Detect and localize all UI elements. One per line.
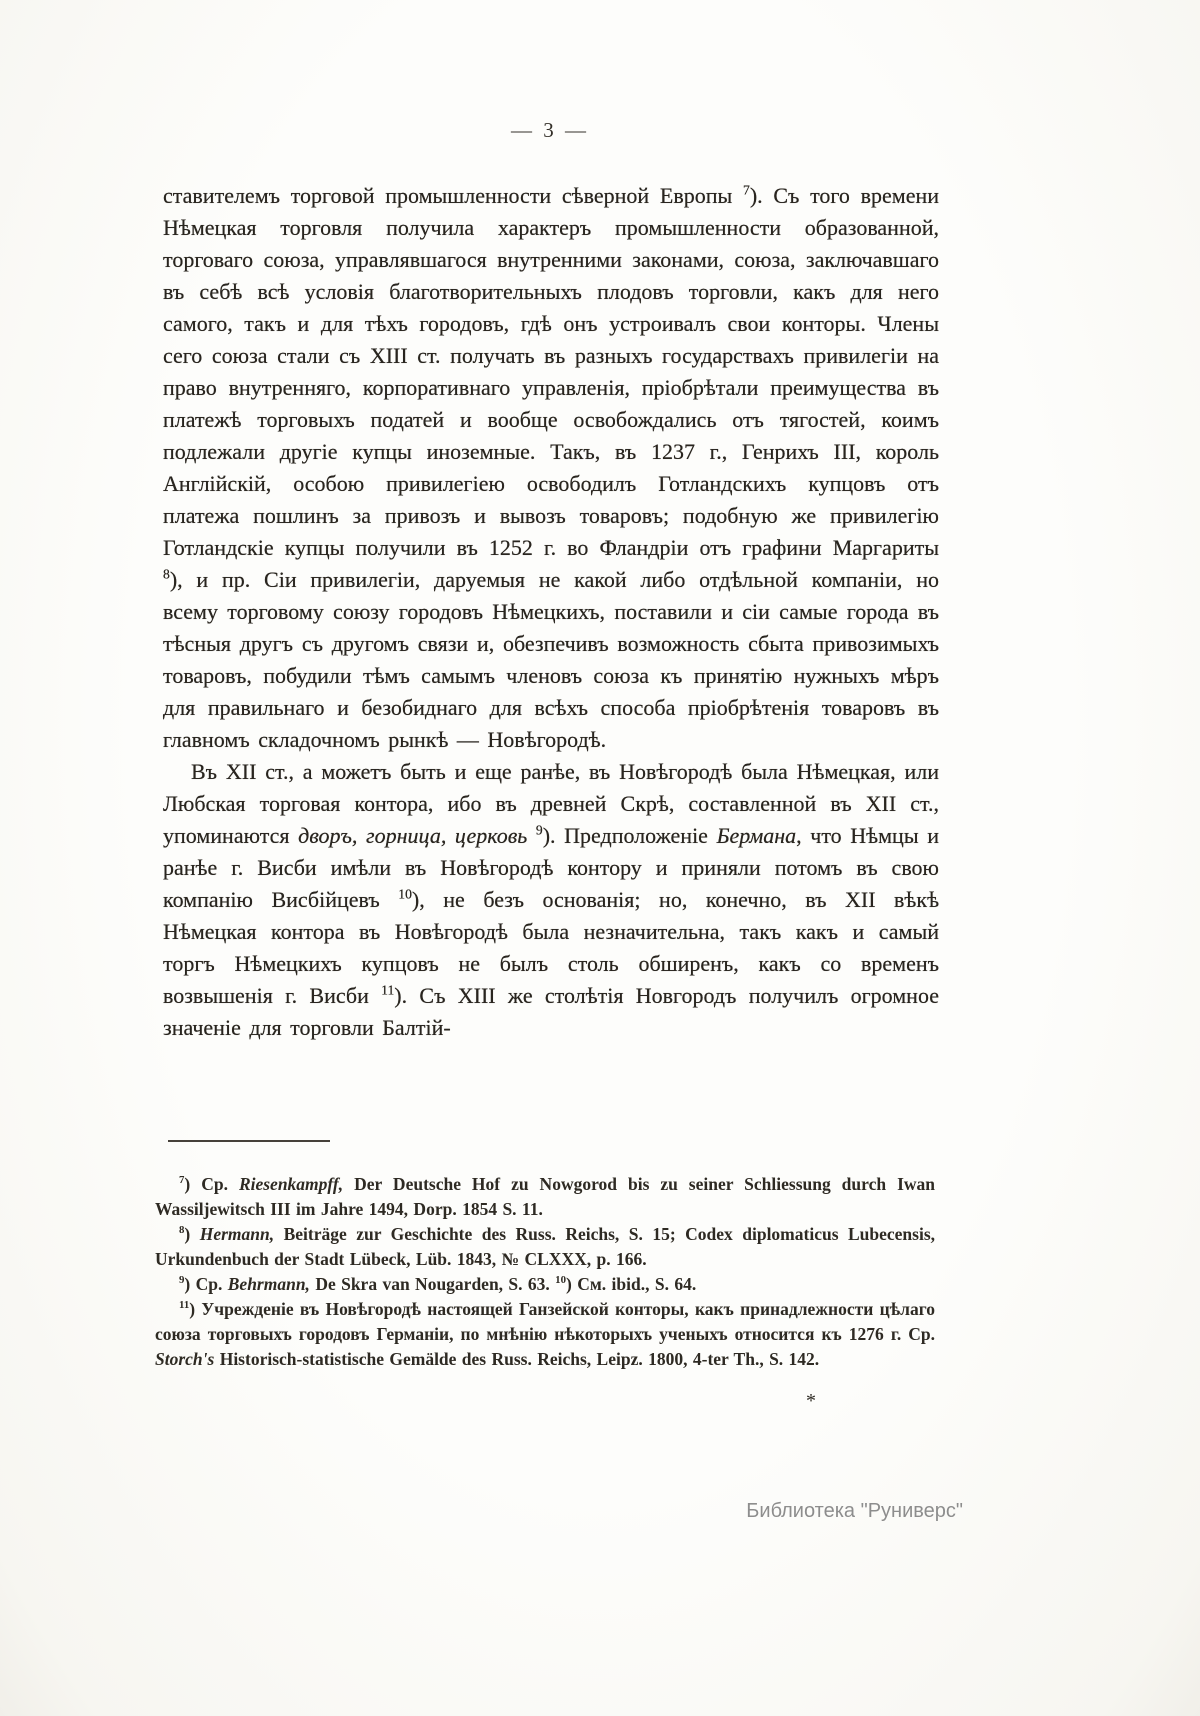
paragraph: ставителемъ торговой промышленности сѣверной Европы $^7$). Съ того времени Нѣмецкая торговля получила характеръ промышленности образованной, торговаго союза, управлявшагося внутренними законами, союза, заключавшаго въ себѣ всѣ условія благотворительныхъ плодовъ торговли, какъ для него самого, такъ и для тѣхъ городовъ, гдѣ онъ устроивалъ свои конторы. Члены сего союза стали съ XIII ст. получать въ разныхъ государствахъ привилегіи на право внутренняго, корпоративнаго управленія, пріобрѣтали преимущества въ платежѣ торговыхъ податей и вообще освобождались отъ тягостей, коимъ подлежали другіе купцы иноземные. Такъ, въ 1237 г., Генрихъ III, король Англійскій, особою привилегіею освободилъ Готландскихъ купцовъ отъ платежа пошлинъ за привозъ и вывозъ товаровъ; подобную же привилегію Готландскіе купцы получили въ 1252 г. во Фландріи отъ графини Маргариты $^8$), и пр. Сіи привилегіи, даруемыя не какой либо отдѣльной компаніи, но всему торговому союзу городовъ Нѣмецкихъ, поставили и сіи самые города въ тѣсныя другъ съ другомъ связи и, обезпечивъ возможность сбыта привозимыхъ товаровъ, побудили тѣмъ самымъ членовъ союза къ принятію нужныхъ мѣръ для правильнаго и безобиднаго для всѣхъ способа пріобрѣтенія товаровъ въ главномъ складочномъ рынкѣ — Новѣгородѣ. — [163, 182, 940, 752]
footnote: $^9$) Ср. Behrmann, De Skra van Nougarden, S. 63. $^{10}$) См. ibid., S. 64. — [179, 1274, 697, 1294]
asterisk-mark: * — [806, 1390, 816, 1412]
page-number: — 3 — — [511, 118, 589, 142]
footnotes-section — [155, 1172, 935, 1372]
footnote: $^7$) Ср. Riesenkampff, Der Deutsche Hof zu Nowgorod bis zu seiner Schliessung durch Iwan Wassiljewitsch III im Jahre 1494, Dorp. 1854 S. 11. — [155, 1174, 935, 1219]
footnote: $^8$) Hermann, Beiträge zur Geschichte des Russ. Reichs, S. 15; Codex diplomaticus Lubecensis, Urkundenbuch der Stadt Lübeck, Lüb. 1843, № CLXXX, p. 166. — [155, 1224, 935, 1269]
body-text — [163, 180, 939, 1044]
footnote: $^{11}$) Учрежденіе въ Новѣгородѣ настоящей Ганзейской конторы, какъ принадлежности цѣлаго союза торговыхъ городовъ Германіи, по мнѣнію нѣкоторыхъ ученыхъ относится къ 1276 г. Ср. Storch's Historisch-statistische Gemälde des Russ. Reichs, Leipz. 1800, 4-ter Th., S. 142. — [155, 1299, 935, 1369]
paragraph: Въ XII ст., а можетъ быть и еще ранѣе, въ Новѣгородѣ была Нѣмецкая, или Любская торговая контора, ибо въ древней Скрѣ, составленной въ XII ст., упоминаются дворъ, горница, церковь $^9$). Предположеніе Бермана, что Нѣмцы и ранѣе г. Висби имѣли въ Новѣгородѣ контору и приняли потомъ въ свою компанію Висбійцевъ $^{10}$), не безъ основанія; но, конечно, въ XII вѣкѣ Нѣмецкая контора въ Новѣгородѣ была незначительна, такъ какъ и самый торгъ Нѣмецкихъ купцовъ не былъ столь обширенъ, какъ со временъ возвышенія г. Висби $^{11}$). Съ XIII же столѣтія Новгородъ получилъ огромное значеніе для торговли Балтій- — [163, 759, 940, 1040]
footnote-divider — [168, 1140, 330, 1142]
library-watermark: Библиотека "Руниверс" — [746, 1500, 963, 1522]
